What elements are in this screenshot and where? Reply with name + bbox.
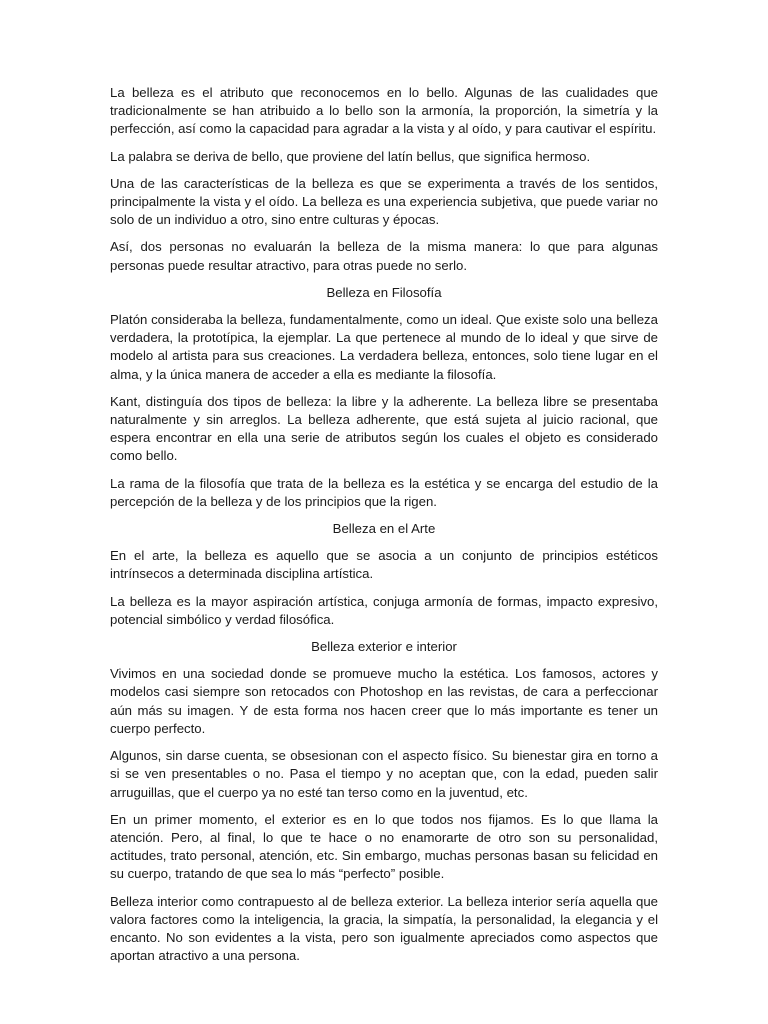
exterior-interior-paragraph: Belleza interior como contrapuesto al de belleza exterior. La belleza interior sería aquella que valora factores como la inteligencia, la gracia, la simpatía, la personalidad, la elegancia y el encanto. No son evidentes a la vista, pero son igualmente apreciados como aspectos que aportan atractivo a una persona. bbox=[110, 893, 658, 964]
exterior-interior-paragraph: Algunos, sin darse cuenta, se obsesionan con el aspecto físico. Su bienestar gira en torno a si se ven presentables o no. Pasa el tiempo y no aceptan que, con la edad, pueden salir arruguillas, que el cuerpo ya no esté tan terso como en la juventud, etc. bbox=[110, 748, 658, 800]
document-page bbox=[110, 84, 658, 974]
section-heading-philosophy: Belleza en Filosofía bbox=[326, 284, 442, 300]
section-heading-art: Belleza en el Arte bbox=[332, 521, 436, 537]
intro-paragraph: Una de las características de la belleza es que se experimenta a través de los sentidos, principalmente la vista y el oído. La belleza es una experiencia subjetiva, que puede variar no solo de un individuo a otro, sino entre culturas y épocas. bbox=[110, 175, 658, 228]
exterior-interior-paragraph: Vivimos en una sociedad donde se promueve mucho la estética. Los famosos, actores y modelos casi siempre son retocados con Photoshop en las revistas, de cara a perfeccionar aún más su imagen. Y de esta forma nos hacen creer que lo más importante es tener un cuerpo perfecto. bbox=[110, 666, 658, 736]
philosophy-paragraph: La rama de la filosofía que trata de la belleza es la estética y se encarga del estudio de la percepción de la belleza y de los principios que la rigen. bbox=[110, 475, 658, 509]
art-paragraph: La belleza es la mayor aspiración artística, conjuga armonía de formas, impacto expresivo, potencial simbólico y verdad filosófica. bbox=[110, 593, 658, 627]
section-heading-exterior-interior: Belleza exterior e interior bbox=[311, 639, 457, 655]
art-paragraph: En el arte, la belleza es aquello que se asocia a un conjunto de principios estéticos intrínsecos a determinada disciplina artística. bbox=[110, 548, 658, 582]
philosophy-paragraph: Platón consideraba la belleza, fundamentalmente, como un ideal. Que existe solo una belleza verdadera, la prototípica, la ejemplar. La que pertenece al mundo de lo ideal y que sirve de modelo al artista para sus creaciones. La verdadera belleza, entonces, solo tiene lugar en el alma, y la única manera de acceder a ella es mediante la filosofía. bbox=[110, 312, 658, 382]
intro-paragraph: La belleza es el atributo que reconocemos en lo bello. Algunas de las cualidades que tradicionalmente se han atribuido a lo bello son la armonía, la proporción, la simetría y la perfección, así como la capacidad para agradar a la vista y al oído, y para cautivar el espíritu. bbox=[110, 85, 658, 137]
philosophy-paragraph: Kant, distinguía dos tipos de belleza: la libre y la adherente. La belleza libre se presentaba naturalmente y sin arreglos. La belleza adherente, que está sujeta al juicio racional, que espera encontrar en ella una serie de atributos según los cuales el objeto es considerado como bello. bbox=[110, 393, 658, 464]
exterior-interior-paragraph: En un primer momento, el exterior es en lo que todos nos fijamos. Es lo que llama la atención. Pero, al final, lo que te hace o no enamorarte de otro son su personalidad, actitudes, trato personal, atención, etc. Sin embargo, muchas personas basan su felicidad en su cuerpo, tratando de que sea lo más “perfecto” posible. bbox=[110, 811, 658, 882]
intro-paragraph: La palabra se deriva de bello, que proviene del latín bellus, que significa hermoso. bbox=[110, 148, 591, 164]
intro-paragraph: Así, dos personas no evaluarán la belleza de la misma manera: lo que para algunas personas puede resultar atractivo, para otras puede no serlo. bbox=[110, 239, 658, 273]
